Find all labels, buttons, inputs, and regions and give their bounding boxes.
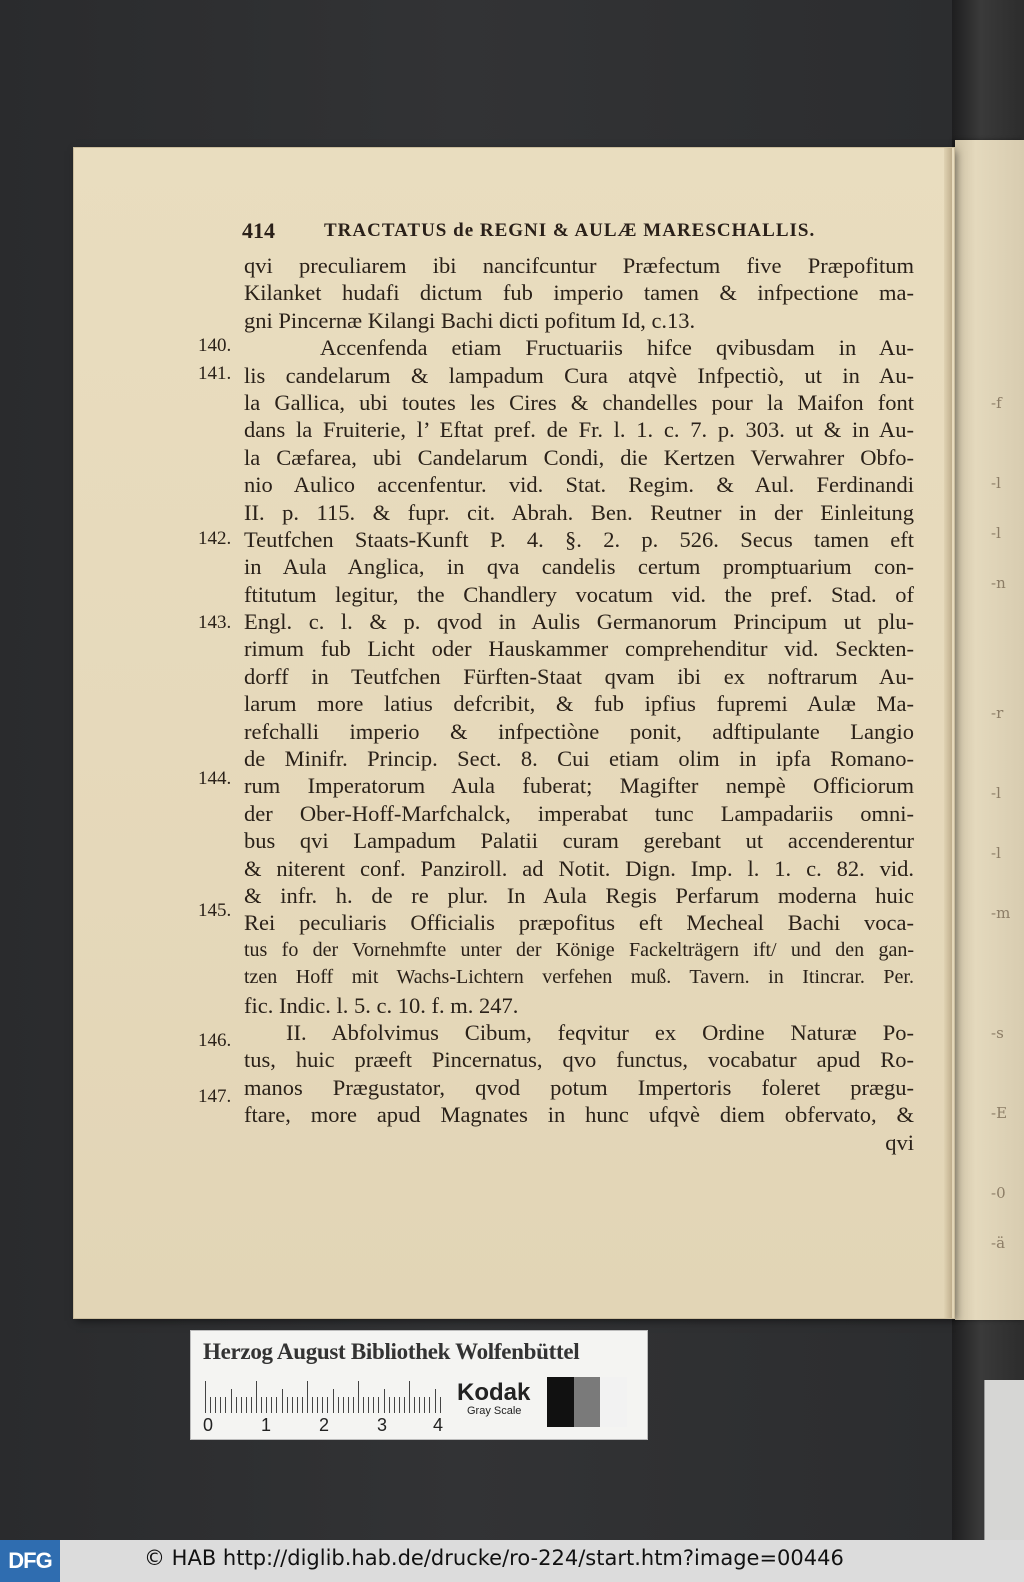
ruler-tick [312,1397,313,1413]
text-line: la Cæfarea, ubi Candelarum Condi, die Kertzen Verwahrer Obfo- [244,444,914,470]
text-line: & infr. h. de re plur. In Aula Regis Perfarum moderna huic [244,882,914,908]
ruler-number: 2 [319,1415,330,1435]
ruler-tick [225,1397,226,1413]
text-line: II. Abfolvimus Cibum, feqvitur ex Ordine Naturæ Po- [286,1019,914,1045]
margin-number: 145. [198,900,232,921]
ruler-tick [282,1389,283,1413]
text-line: fic. Indic. l. 5. c. 10. f. m. 247. [244,992,519,1018]
ruler-tick [317,1397,318,1413]
ruler-tick [378,1397,379,1413]
ruler-tick [307,1381,308,1413]
ruler-numbers [199,1415,449,1435]
text-line: Kilanket hudafi dictum fub imperio tamen & infpectione ma- [244,280,914,306]
text-line: der Ober-Hoff-Marfchalck, imperabat tunc Lampadariis omni- [244,800,914,826]
ruler-number: 4 [433,1415,444,1435]
text-line: Engl. c. l. & p. qvod in Aulis Germanorum Principum ut plu- [244,609,914,635]
ruler-tick [287,1397,288,1413]
margin-number: 147. [198,1086,232,1107]
text-line: nio Aulico accenfentur. vid. Stat. Regim. & Aul. Ferdinandi [244,472,914,498]
ruler-tick [348,1397,349,1413]
gray-swatches [547,1377,627,1427]
text-line: Accenfenda etiam Fructuariis hifce qvibusdam in Au- [320,335,914,361]
text-line: de Minifr. Princip. Sect. 8. Cui etiam olim in ipfa Romano- [244,746,914,772]
ruler-tick [231,1389,232,1413]
text-line: larum more latius defcribit, & fub ipfius fupremi Aulæ Ma- [244,691,914,717]
text-line: tzen Hoff mit Wachs-Lichtern verfehen muß. Tavern. in Itincrar. Per. [244,966,914,989]
margin-number: 140. [198,335,232,356]
catchword: qvi [885,1129,914,1155]
text-line: qvi preculiarem ibi nancifcuntur Præfectum five Præpofitum [244,253,914,278]
ruler-tick [322,1397,323,1413]
ruler-tick [429,1397,430,1413]
ruler-tick [292,1397,293,1413]
adjacent-page-edge: -f -l -l -n -r -l -l -m -s -E -0 -ä [955,140,1024,1320]
institution-name: Herzog August Bibliothek Wolfenbüttel [203,1339,580,1364]
ruler-tick [271,1397,272,1413]
ruler-tick [302,1397,303,1413]
ruler-tick [363,1397,364,1413]
text-line: tus fo der Vornehmfte unter der Könige Fackelträgern ift/ und den gan- [244,938,914,961]
ruler-tick [404,1397,405,1413]
kodak-logo: Kodak [457,1379,531,1406]
ruler-tick [399,1397,400,1413]
ruler-number: 1 [261,1415,272,1435]
running-title: TRACTATUS de REGNI & AULÆ MARESCHALLIS. [324,220,816,241]
text-line: manos Prægustator, qvod potum Impertoris foleret prægu- [244,1074,914,1100]
ruler-tick [297,1397,298,1413]
margin-number: 143. [198,612,232,633]
ruler-tick [256,1381,257,1413]
ruler-tick [368,1397,369,1413]
text-line: dans la Fruiterie, l’ Eftat pref. de Fr. l. 1. c. 7. p. 303. ut & in Au- [244,417,914,443]
ruler-tick [338,1397,339,1413]
text-line: ftare, more apud Magnates in hunc ufqvè diem obfervato, & [244,1102,914,1128]
margin-number: 142. [198,528,232,549]
ruler-tick [424,1397,425,1413]
ruler-number: 3 [377,1415,388,1435]
gray-scale-label: Gray Scale [467,1405,522,1417]
text-line: lis candelarum & lampadum Cura atqvè Infpectiò, ut in Au- [244,362,914,388]
running-head [242,218,922,248]
body-text [244,252,914,1156]
ruler-tick [414,1397,415,1413]
gray-swatch [574,1377,601,1427]
page-number: 414 [242,218,275,243]
dfg-logo: DFG [0,1540,60,1582]
ruler-tick [241,1397,242,1413]
gray-swatch [600,1377,627,1427]
page-fore-edge [944,148,952,1318]
text-line: refchalli imperio & infpectiòne ponit, adftipulante Langio [244,718,914,744]
copyright-url: © HAB http://diglib.hab.de/drucke/ro-224/start.htm?image=00446 [144,1546,844,1570]
ruler-tick [394,1397,395,1413]
margin-number: 141. [198,363,232,384]
ruler-number: 0 [203,1415,214,1435]
ruler-tick [419,1397,420,1413]
margin-number: 146. [198,1030,232,1051]
ruler-tick [327,1397,328,1413]
ruler-tick [409,1381,410,1413]
ruler-scale [205,1379,441,1413]
ruler-tick [210,1397,211,1413]
ruler-tick [343,1397,344,1413]
text-line: ftitutum legitur, the Chandlery vocatum vid. the pref. Stad. of [244,581,914,607]
text-line: II. p. 115. & fupr. cit. Abrah. Ben. Reutner in der Einleitung [244,499,914,525]
margin-number: 144. [198,768,232,789]
library-color-card [190,1330,648,1440]
ruler-tick [276,1397,277,1413]
gray-swatch [547,1377,574,1427]
text-line: Rei peculiaris Officialis præpofitus eft Mecheal Bachi voca- [244,910,914,936]
ruler-tick [333,1389,334,1413]
ruler-tick [261,1397,262,1413]
text-line: & niterent conf. Panziroll. ad Notit. Dign. Imp. l. 1. c. 82. vid. [244,855,914,881]
ruler-tick [353,1397,354,1413]
ruler-tick [220,1397,221,1413]
text-line: dorff in Teutfchen Fürften-Staat qvam ibi ex noftrarum Au- [244,663,914,689]
text-line: la Gallica, ubi toutes les Cires & chandelles pour la Maifon font [244,389,914,415]
ruler-tick [205,1381,206,1413]
ruler-tick [358,1381,359,1413]
adjacent-color-card [984,1380,1024,1540]
ruler-tick [246,1397,247,1413]
ruler-tick [251,1397,252,1413]
footer-bar [0,1540,1024,1582]
text-line: Teutfchen Staats-Kunft P. 4. §. 2. p. 526. Secus tamen eft [244,526,914,552]
text-line: in Aula Anglica, in qva candelis certum promptuarium con- [244,554,914,580]
ruler-tick [440,1397,441,1413]
ruler-tick [215,1397,216,1413]
ruler-tick [373,1397,374,1413]
ruler-tick [435,1389,436,1413]
ruler-tick [266,1397,267,1413]
ruler-tick [236,1397,237,1413]
text-line: rimum fub Licht oder Hauskammer comprehenditur vid. Seckten- [244,636,914,662]
ruler-tick [384,1389,385,1413]
text-line: tus, huic præeft Pincernatus, qvo functus, vocabatur apud Ro- [244,1047,914,1073]
text-line: rum Imperatorum Aula fuberat; Magifter nempè Officiorum [244,773,914,799]
text-line: gni Pincernæ Kilangi Bachi dicti pofitum Id, c.13. [244,307,696,333]
text-line: bus qvi Lampadum Palatii curam gerebant ut accenderentur [244,828,914,854]
ruler-tick [389,1397,390,1413]
